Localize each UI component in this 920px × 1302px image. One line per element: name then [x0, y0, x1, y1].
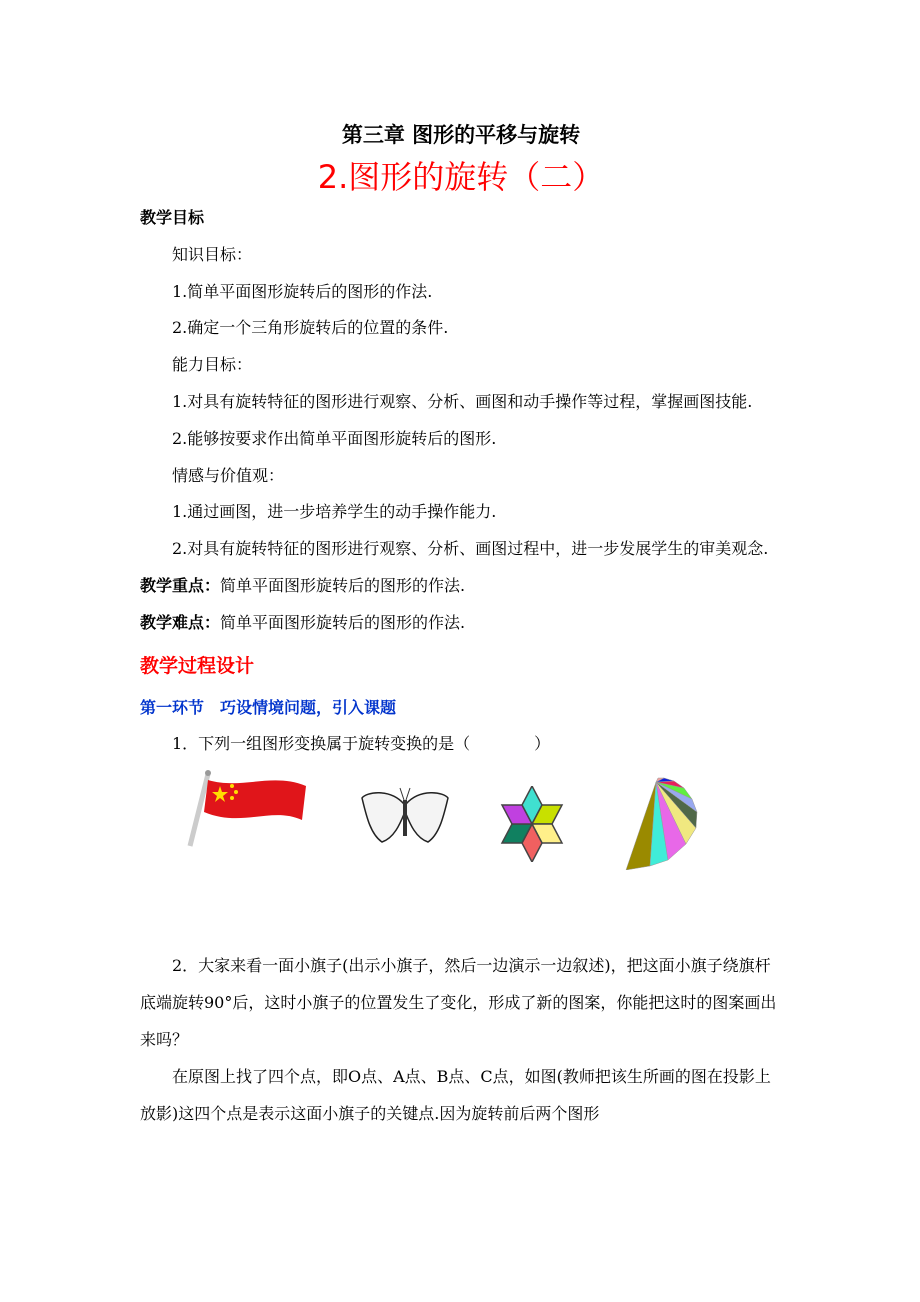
difficulty-text: 简单平面图形旋转后的图形的作法. — [220, 612, 466, 632]
key-point-label: 教学重点： — [140, 575, 221, 595]
butterfly-image — [360, 784, 450, 844]
objectives-heading: 教学目标 — [140, 208, 205, 227]
paragraph-key-points: 在原图上找了四个点，即O点、A点、B点、C点，如图(教师把该生所画的图在投影上放影)这四个点是表示这面小旗子的关键点.因为旋转前后两个图形 — [140, 1066, 771, 1123]
star-image — [500, 786, 564, 862]
ability-item: 2.能够按要求作出简单平面图形旋转后的图形. — [172, 428, 497, 448]
emotion-label: 情感与价值观： — [172, 465, 285, 485]
knowledge-label: 知识目标： — [172, 244, 253, 264]
lesson-title: 2.图形的旋转（二） — [317, 158, 605, 196]
process-heading: 教学过程设计 — [140, 654, 255, 677]
question-1: 1．下列一组图形变换属于旋转变换的是（ ） — [172, 733, 551, 753]
ability-item: 1.对具有旋转特征的图形进行观察、分析、画图和动手操作等过程，掌握画图技能. — [172, 391, 753, 411]
figure-row — [140, 762, 782, 912]
difficulty-label: 教学难点： — [140, 612, 221, 632]
key-point — [140, 568, 782, 605]
question-2: 2．大家来看一面小旗子(出示小旗子，然后一边演示一边叙述)，把这面小旗子绕旗杆底端旋转90°后，这时小旗子的位置发生了变化，形成了新的图案，你能把这时的图案画出来吗？ — [140, 956, 777, 1049]
emotion-item: 1.通过画图，进一步培养学生的动手操作能力. — [172, 502, 497, 522]
section-heading: 第一环节 巧设情境问题，引入课题 — [140, 697, 397, 717]
knowledge-item: 1.简单平面图形旋转后的图形的作法. — [172, 281, 433, 301]
fan-image — [624, 774, 704, 870]
difficulty — [140, 605, 782, 642]
flag-image — [182, 768, 312, 848]
knowledge-item: 2.确定一个三角形旋转后的位置的条件. — [172, 318, 449, 338]
chapter-title: 第三章 图形的平移与旋转 — [341, 123, 581, 147]
ability-label: 能力目标： — [172, 355, 253, 375]
key-point-text: 简单平面图形旋转后的图形的作法. — [220, 575, 466, 595]
emotion-item: 2.对具有旋转特征的图形进行观察、分析、画图过程中，进一步发展学生的审美观念. — [172, 539, 769, 559]
